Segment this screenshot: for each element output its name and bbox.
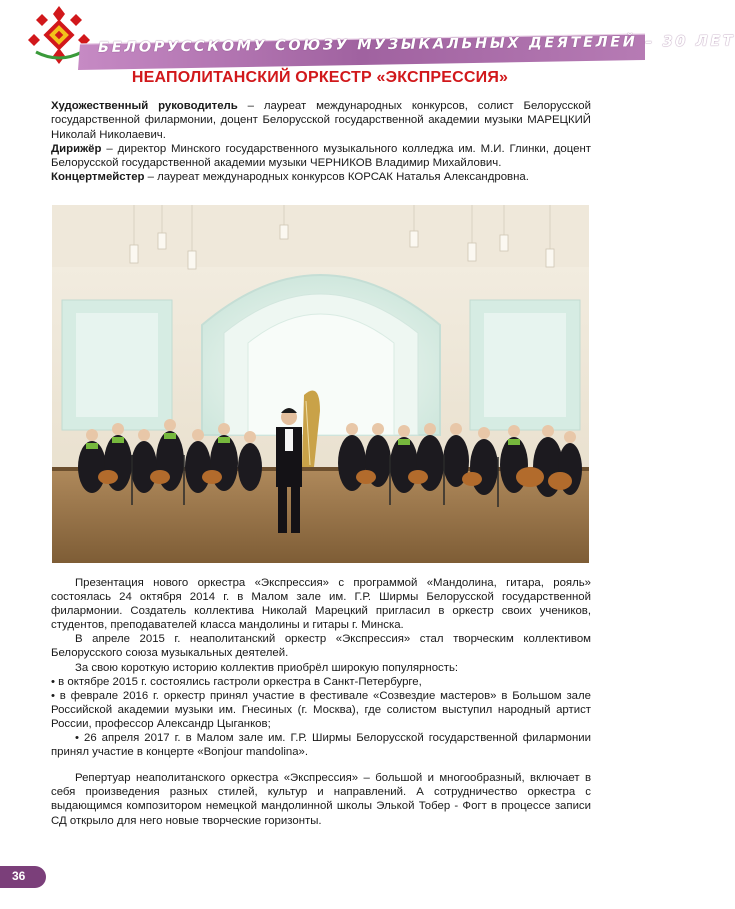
page-number-badge bbox=[0, 866, 46, 888]
concertmaster-label: Концертмейстер bbox=[51, 171, 145, 184]
credits-block bbox=[51, 99, 591, 185]
bullet-bonjour-mandolina: • 26 апреля 2017 г. в Малом зале им. Г.Р. Ширмы Белорусской государственной филармонии принял участие в концерте «Bonjour mandolina». bbox=[51, 732, 591, 759]
page-title: НЕАПОЛИТАНСКИЙ ОРКЕСТР «ЭКСПРЕССИЯ» bbox=[131, 69, 509, 86]
credit-director bbox=[51, 99, 591, 142]
paragraph-popularity: За свою короткую историю коллектив приобрёл широкую популярность: bbox=[75, 661, 459, 674]
spacer bbox=[51, 759, 591, 771]
concertmaster-text: – лауреат международных конкурсов КОРСАК Наталья Александровна. bbox=[144, 171, 529, 184]
paragraph-membership: В апреле 2015 г. неаполитанский оркестр «Экспрессия» стал творческим коллективом Белорусского союза музыкальных деятелей. bbox=[51, 633, 591, 660]
paragraph-repertoire: Репертуар неаполитанского оркестра «Экспрессия» – большой и многообразный, включает в себя произведения разных стилей, культур и направлений. А сотрудничество оркестра с выдающимся композитором немецкой мандолинной школы Элькой Тобер - Фогт в процессе записи СД открыло для него новые творческие горизонты. bbox=[51, 772, 591, 827]
credit-concertmaster bbox=[51, 170, 591, 184]
conductor-text: – директор Минского государственного музыкального колледжа им. М.И. Глинки, доцент Белорусской государственной академии музыки ЧЕРНИКОВ Владимир Михайлович. bbox=[51, 142, 591, 170]
header-band bbox=[70, 30, 735, 72]
director-label: Художественный руководитель bbox=[51, 100, 238, 112]
bullet-moscow-festival: • в феврале 2016 г. оркестр принял участие в фестивале «Созвездие мастеров» в Большом зале Российской академии музыки им. Гнесиных (г. Москва), где солистом выступил народный артист России, профессор Александр Цыганков; bbox=[51, 689, 591, 730]
credit-conductor bbox=[51, 142, 591, 171]
page-number: 36 bbox=[12, 869, 26, 883]
header-band-text: БЕЛОРУССКОМУ СОЮЗУ МУЗЫКАЛЬНЫХ ДЕЯТЕЛЕЙ – 30 ЛЕТ bbox=[97, 33, 735, 56]
orchestra-photo-icon bbox=[52, 205, 589, 563]
conductor-label: Дирижёр bbox=[51, 142, 102, 155]
bullet-saint-petersburg: • в октябре 2015 г. состоялись гастроли оркестра в Санкт-Петербурге, bbox=[51, 675, 422, 688]
paragraph-presentation: Презентация нового оркестра «Экспрессия» с программой «Мандолина, гитара, рояль» состоялась 24 октября 2014 г. в Малом зале им. Г.Р. Ширмы Белорусской государственной филармонии. Создатель коллектива Николай Марецкий пригласил в оркестр своих учеников, студентов, преподавателей класса мандолины и гитары г. Минска. bbox=[51, 577, 591, 632]
director-text: – лауреат международных конкурсов, солист Белорусской государственной филармонии, доцент Белорусской государственной академии музыки МАРЕЦКИЙ Николай Николаевич. bbox=[51, 100, 591, 141]
article-body bbox=[51, 576, 591, 828]
